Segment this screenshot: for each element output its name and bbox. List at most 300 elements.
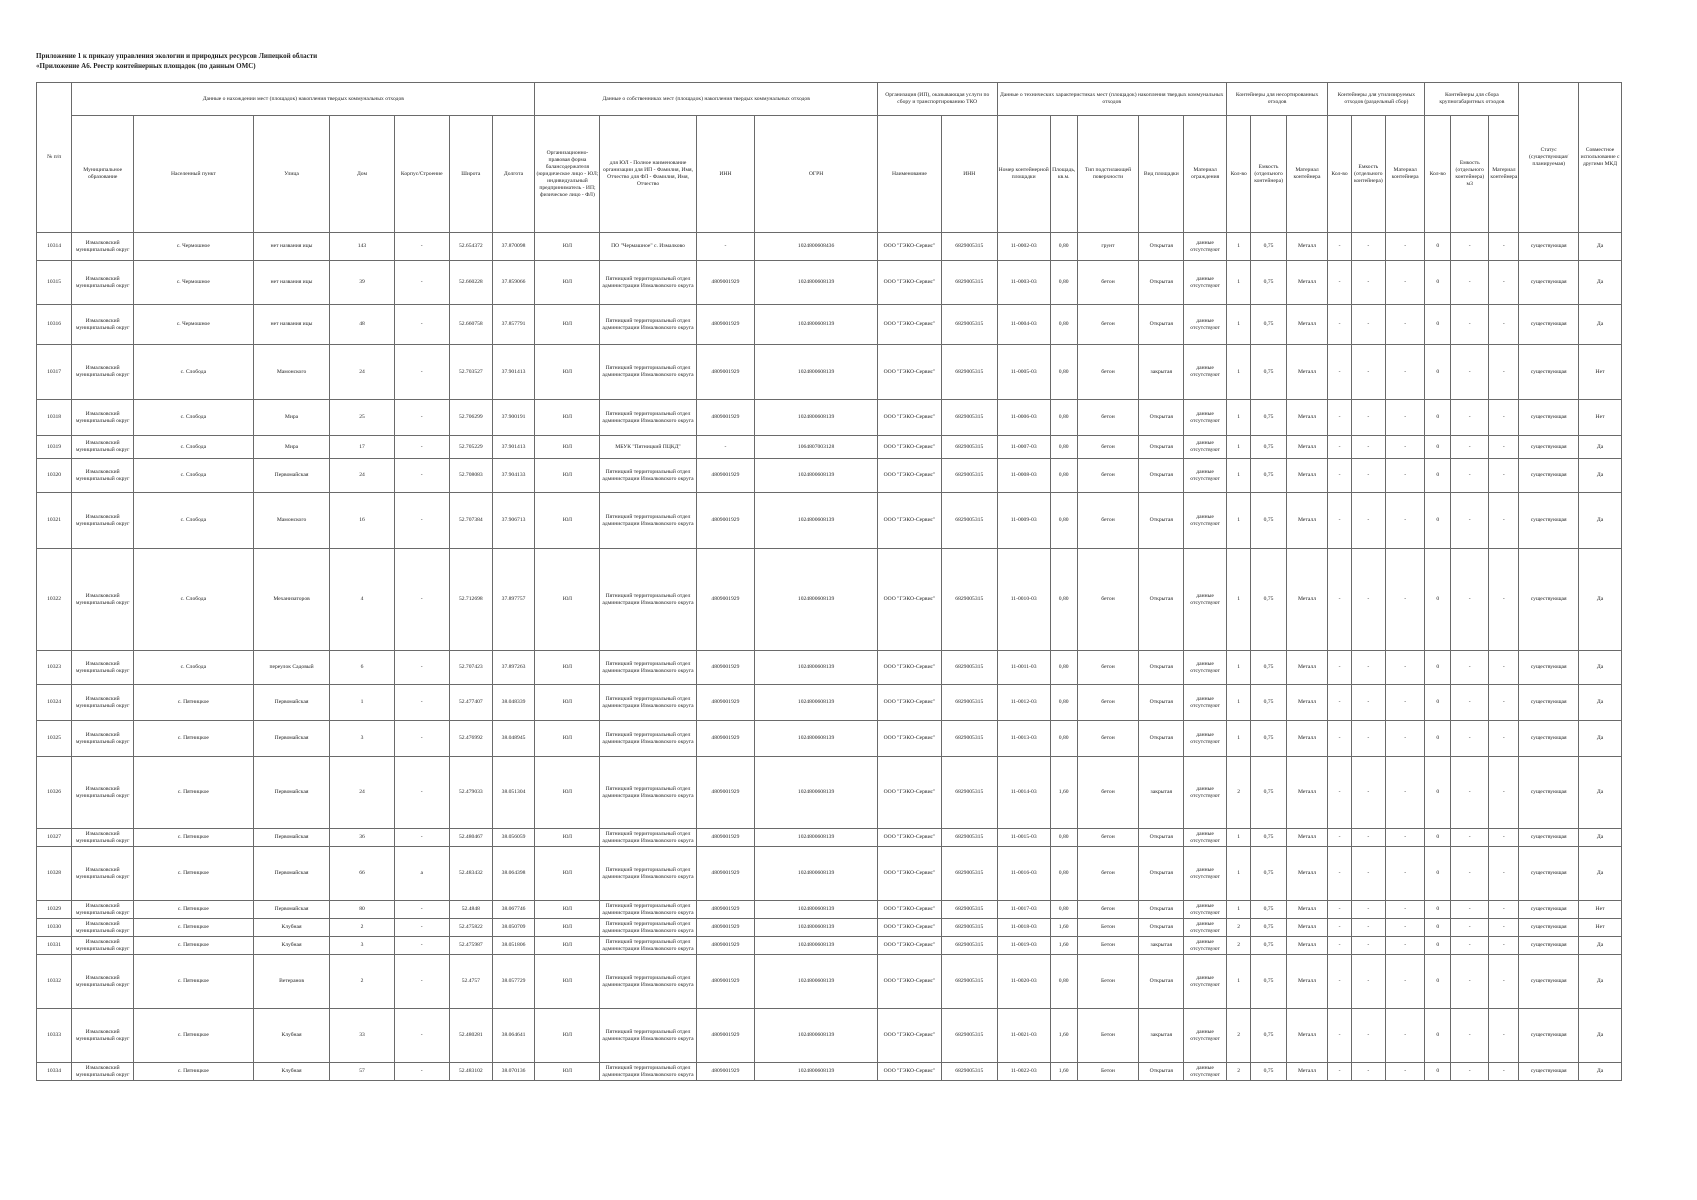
table-cell: 0,75 [1251, 305, 1286, 345]
table-cell: бетон [1077, 436, 1139, 459]
table-cell: - [1328, 829, 1351, 847]
table-cell: 6829005315 [942, 919, 998, 937]
table-cell: 38.067746 [492, 901, 535, 919]
table-cell: 6829005315 [942, 400, 998, 436]
table-cell: 0,75 [1251, 651, 1286, 685]
table-cell: - [1351, 721, 1385, 757]
table-row [37, 721, 1622, 757]
table-cell: 11-0008-03 [997, 459, 1050, 493]
col-header-bulky-capacity: Емкость (отдельного контейнера) м3 [1451, 116, 1489, 233]
table-cell: - [1451, 305, 1489, 345]
table-cell: 38.048945 [492, 721, 535, 757]
table-cell: Да [1579, 651, 1622, 685]
group-header-carrier: Организация (ИП), оказывающая услуги по сбору и транспортированию ТКО [877, 83, 997, 116]
table-cell: - [1351, 1009, 1385, 1063]
col-header-separate-capacity: Емкость (отдельного контейнера) [1351, 116, 1385, 233]
table-cell: 66 [330, 847, 394, 901]
table-cell: - [1351, 955, 1385, 1009]
table-cell: 4809001929 [696, 1063, 755, 1081]
table-cell: - [1328, 757, 1351, 829]
table-cell: 10327 [37, 829, 72, 847]
table-cell: 0 [1425, 233, 1451, 261]
table-row [37, 955, 1622, 1009]
table-cell: 52.479033 [449, 757, 492, 829]
table-cell: данные отсутствуют [1184, 955, 1227, 1009]
table-cell: с. Слобода [134, 493, 254, 549]
table-cell: 10317 [37, 345, 72, 400]
table-cell: ЮЛ [535, 345, 600, 400]
table-cell: - [1489, 847, 1519, 901]
table-cell: 52.707423 [449, 651, 492, 685]
table-cell: Да [1579, 459, 1622, 493]
table-cell: 6829005315 [942, 651, 998, 685]
table-cell: существующая [1519, 345, 1579, 400]
table-cell: - [1328, 493, 1351, 549]
table-cell: Да [1579, 549, 1622, 651]
table-cell: Бетон [1077, 1063, 1139, 1081]
table-cell: ЮЛ [535, 847, 600, 901]
table-cell: 0,75 [1251, 937, 1286, 955]
table-cell: - [1451, 549, 1489, 651]
table-cell: - [394, 459, 449, 493]
table-cell: Измалковский муниципальный округ [72, 436, 134, 459]
table-cell: бетон [1077, 685, 1139, 721]
header-line-1: Приложение 1 к приказу управления экологии и природных ресурсов Липецкой области [36, 52, 318, 60]
table-cell: 52.660758 [449, 305, 492, 345]
table-cell: с. Пятницкое [134, 685, 254, 721]
table-cell: 1 [1226, 955, 1251, 1009]
table-cell: - [1489, 459, 1519, 493]
table-cell: Мира [253, 436, 330, 459]
col-header-separate-material: Материал контейнера [1385, 116, 1425, 233]
table-cell: 11-0014-03 [997, 757, 1050, 829]
table-cell: - [1351, 345, 1385, 400]
table-cell: - [1351, 847, 1385, 901]
table-cell: с. Слобода [134, 549, 254, 651]
table-cell: 10319 [37, 436, 72, 459]
table-cell: существующая [1519, 436, 1579, 459]
table-cell: ООО "ГЭКО-Сервис" [877, 459, 941, 493]
table-cell: Да [1579, 436, 1622, 459]
table-cell: 4809001929 [696, 261, 755, 305]
table-cell: - [1328, 305, 1351, 345]
table-cell: 10320 [37, 459, 72, 493]
col-header-street: Улица [253, 116, 330, 233]
table-cell: Металл [1286, 685, 1328, 721]
table-cell: существующая [1519, 400, 1579, 436]
table-cell: 52.480467 [449, 829, 492, 847]
table-cell: существующая [1519, 721, 1579, 757]
table-cell: 0,75 [1251, 400, 1286, 436]
table-cell: 0 [1425, 651, 1451, 685]
table-cell: 0,75 [1251, 261, 1286, 305]
table-row [37, 651, 1622, 685]
table-cell: бетон [1077, 847, 1139, 901]
table-cell: 6829005315 [942, 493, 998, 549]
table-cell: 1 [330, 685, 394, 721]
table-cell: Металл [1286, 955, 1328, 1009]
table-cell: Да [1579, 955, 1622, 1009]
table-cell: - [1451, 261, 1489, 305]
table-cell: Открытая [1139, 493, 1184, 549]
table-cell: 24 [330, 345, 394, 400]
table-cell: 52.483102 [449, 1063, 492, 1081]
table-cell: 1 [1226, 345, 1251, 400]
table-cell: 11-0017-03 [997, 901, 1050, 919]
table-cell: ООО "ГЭКО-Сервис" [877, 436, 941, 459]
table-cell: ООО "ГЭКО-Сервис" [877, 1063, 941, 1081]
table-cell: 2 [1226, 1063, 1251, 1081]
table-cell: - [1351, 261, 1385, 305]
table-cell: - [394, 1009, 449, 1063]
table-cell: существующая [1519, 685, 1579, 721]
table-cell: 0,75 [1251, 721, 1286, 757]
table-cell: 0 [1425, 685, 1451, 721]
table-cell: ПО "Чермашное" с. Измалково [600, 233, 696, 261]
table-cell: 11-0007-03 [997, 436, 1050, 459]
table-cell: ЮЛ [535, 919, 600, 937]
header-column-row [37, 116, 1622, 233]
table-cell: ЮЛ [535, 305, 600, 345]
table-cell: Пятницкий территориальный отдел администрации Измалковского округа [600, 651, 696, 685]
table-cell: - [394, 919, 449, 937]
table-cell: 2 [330, 955, 394, 1009]
table-cell: 1 [1226, 549, 1251, 651]
table-cell: 1 [1226, 847, 1251, 901]
table-cell: 11-0020-03 [997, 955, 1050, 1009]
table-cell: 0,80 [1050, 400, 1077, 436]
table-cell: - [1385, 345, 1425, 400]
table-cell: Металл [1286, 847, 1328, 901]
col-header-bulky-material: Материал контейнера [1489, 116, 1519, 233]
table-cell: 1024800608139 [755, 847, 878, 901]
table-cell: 1024800608139 [755, 305, 878, 345]
table-cell: Металл [1286, 305, 1328, 345]
table-cell: Открытая [1139, 305, 1184, 345]
table-cell: ООО "ГЭКО-Сервис" [877, 345, 941, 400]
table-cell: ООО "ГЭКО-Сервис" [877, 400, 941, 436]
table-cell: Мамонского [253, 493, 330, 549]
table-cell: Клубная [253, 937, 330, 955]
table-cell: - [1451, 345, 1489, 400]
table-cell: 57 [330, 1063, 394, 1081]
table-cell: 6829005315 [942, 829, 998, 847]
table-cell: - [1351, 549, 1385, 651]
table-cell: 6829005315 [942, 233, 998, 261]
group-header-unsorted: Контейнеры для несортированных отходов [1226, 83, 1327, 116]
table-cell: 0,80 [1050, 261, 1077, 305]
table-cell: 52.480281 [449, 1009, 492, 1063]
table-cell: 11-0016-03 [997, 847, 1050, 901]
table-cell: ЮЛ [535, 685, 600, 721]
table-cell: Пятницкий территориальный отдел администрации Измалковского округа [600, 919, 696, 937]
table-cell: - [394, 261, 449, 305]
table-cell: 4809001929 [696, 919, 755, 937]
table-cell: 10315 [37, 261, 72, 305]
table-cell: 17 [330, 436, 394, 459]
table-cell: данные отсутствуют [1184, 937, 1227, 955]
table-cell: 1 [1226, 459, 1251, 493]
table-cell: 6829005315 [942, 305, 998, 345]
table-cell: Нет [1579, 345, 1622, 400]
table-cell: Открытая [1139, 919, 1184, 937]
table-cell: с. Пятницкое [134, 847, 254, 901]
table-cell: 4809001929 [696, 757, 755, 829]
table-cell: - [1385, 919, 1425, 937]
table-cell: - [1328, 721, 1351, 757]
table-cell: 0,80 [1050, 345, 1077, 400]
table-cell: ООО "ГЭКО-Сервис" [877, 847, 941, 901]
table-cell: - [1489, 233, 1519, 261]
col-header-separate-qty: Кол-во [1328, 116, 1351, 233]
col-header-carrier-name: Наименование [877, 116, 941, 233]
table-cell: бетон [1077, 721, 1139, 757]
table-cell: 11-0005-03 [997, 345, 1050, 400]
table-cell: 10329 [37, 901, 72, 919]
table-cell: Пятницкий территориальный отдел администрации Измалковского округа [600, 345, 696, 400]
table-cell: ООО "ГЭКО-Сервис" [877, 651, 941, 685]
table-cell: 3 [330, 721, 394, 757]
table-cell: 1024800608139 [755, 901, 878, 919]
table-cell: 1,60 [1050, 1009, 1077, 1063]
table-cell: - [1451, 400, 1489, 436]
table-cell: - [1351, 233, 1385, 261]
table-cell: 1,60 [1050, 937, 1077, 955]
table-cell: 38.070136 [492, 1063, 535, 1081]
table-cell: 4809001929 [696, 459, 755, 493]
table-row [37, 919, 1622, 937]
table-cell: - [1451, 651, 1489, 685]
table-cell: нет названия ицы [253, 305, 330, 345]
col-header-inn: ИНН [696, 116, 755, 233]
table-cell: Металл [1286, 757, 1328, 829]
table-cell: 52.708083 [449, 459, 492, 493]
table-cell: 10331 [37, 937, 72, 955]
table-cell: Измалковский муниципальный округ [72, 919, 134, 937]
table-cell: 38.050709 [492, 919, 535, 937]
table-cell: ЮЛ [535, 955, 600, 1009]
table-cell: 0 [1425, 1063, 1451, 1081]
table-cell: Да [1579, 305, 1622, 345]
table-cell: - [394, 651, 449, 685]
table-cell: 11-0011-03 [997, 651, 1050, 685]
table-cell: 0 [1425, 955, 1451, 1009]
table-cell: 143 [330, 233, 394, 261]
table-cell: Пятницкий территориальный отдел администрации Измалковского округа [600, 829, 696, 847]
table-cell: 0 [1425, 847, 1451, 901]
table-cell: - [1489, 400, 1519, 436]
table-cell: с. Пятницкое [134, 901, 254, 919]
table-cell: 1024800608139 [755, 400, 878, 436]
table-cell: Металл [1286, 1063, 1328, 1081]
table-cell: 2 [1226, 919, 1251, 937]
table-cell: данные отсутствуют [1184, 829, 1227, 847]
table-cell: существующая [1519, 757, 1579, 829]
table-cell: - [1351, 459, 1385, 493]
table-cell: 0,75 [1251, 345, 1286, 400]
table-cell: - [1328, 345, 1351, 400]
table-cell: - [1451, 955, 1489, 1009]
table-cell: ЮЛ [535, 261, 600, 305]
table-cell: Измалковский муниципальный округ [72, 549, 134, 651]
table-cell: Пятницкий территориальный отдел администрации Измалковского округа [600, 847, 696, 901]
table-cell: 36 [330, 829, 394, 847]
table-cell: 37.897263 [492, 651, 535, 685]
table-cell: 1 [1226, 261, 1251, 305]
table-cell: 0,75 [1251, 847, 1286, 901]
table-cell: Измалковский муниципальный округ [72, 721, 134, 757]
table-cell: Да [1579, 721, 1622, 757]
table-cell: 0 [1425, 901, 1451, 919]
table-cell: существующая [1519, 549, 1579, 651]
table-cell: - [1385, 721, 1425, 757]
table-cell: 4809001929 [696, 1009, 755, 1063]
table-cell: существующая [1519, 651, 1579, 685]
table-cell: ЮЛ [535, 436, 600, 459]
table-cell: нет названия ицы [253, 233, 330, 261]
table-row [37, 1009, 1622, 1063]
table-cell: МБУК "Пятницкий ПЦКД" [600, 436, 696, 459]
document-header [36, 51, 317, 71]
table-cell: Нет [1579, 400, 1622, 436]
table-cell: 24 [330, 459, 394, 493]
table-cell: ООО "ГЭКО-Сервис" [877, 757, 941, 829]
table-cell: существующая [1519, 1063, 1579, 1081]
table-cell: Открытая [1139, 261, 1184, 305]
table-cell: - [1385, 901, 1425, 919]
table-cell: Первомайская [253, 829, 330, 847]
table-header [37, 83, 1622, 233]
table-cell: 48 [330, 305, 394, 345]
table-cell: - [1451, 901, 1489, 919]
col-header-num: № п/п [37, 83, 72, 233]
col-header-building: Корпус/Строение [394, 116, 449, 233]
col-header-lat: Широта [449, 116, 492, 233]
table-cell: 11-0022-03 [997, 1063, 1050, 1081]
table-cell: 10322 [37, 549, 72, 651]
table-cell: 52.654372 [449, 233, 492, 261]
table-cell: 3 [330, 937, 394, 955]
table-cell: ЮЛ [535, 757, 600, 829]
table-cell: Мамонского [253, 345, 330, 400]
table-cell: Пятницкий территориальный отдел администрации Измалковского округа [600, 261, 696, 305]
table-cell: Открытая [1139, 549, 1184, 651]
table-cell: 1064807003128 [755, 436, 878, 459]
table-cell: 0 [1425, 919, 1451, 937]
table-cell: 4809001929 [696, 305, 755, 345]
table-cell: 1,60 [1050, 1063, 1077, 1081]
table-cell: 6829005315 [942, 261, 998, 305]
table-cell: Измалковский муниципальный округ [72, 493, 134, 549]
table-cell: - [1328, 261, 1351, 305]
table-cell: 0,75 [1251, 233, 1286, 261]
table-cell: 10326 [37, 757, 72, 829]
table-cell: данные отсутствуют [1184, 233, 1227, 261]
table-cell: Пятницкий территориальный отдел администрации Измалковского округа [600, 305, 696, 345]
table-cell: - [1351, 305, 1385, 345]
table-cell: Металл [1286, 651, 1328, 685]
table-cell: 1 [1226, 400, 1251, 436]
table-cell: - [1489, 1063, 1519, 1081]
table-cell: грунт [1077, 233, 1139, 261]
table-cell: - [1451, 459, 1489, 493]
table-cell: 4809001929 [696, 345, 755, 400]
table-cell: 0,75 [1251, 955, 1286, 1009]
table-cell: 0,75 [1251, 829, 1286, 847]
table-cell: 0,80 [1050, 549, 1077, 651]
table-cell: 1 [1226, 721, 1251, 757]
table-cell: 1024800608139 [755, 919, 878, 937]
table-cell: - [1328, 937, 1351, 955]
table-cell: - [1451, 685, 1489, 721]
table-cell: 10334 [37, 1063, 72, 1081]
table-cell: - [1489, 305, 1519, 345]
table-cell: ООО "ГЭКО-Сервис" [877, 305, 941, 345]
table-cell: - [1451, 919, 1489, 937]
table-cell: 4809001929 [696, 400, 755, 436]
table-cell: 80 [330, 901, 394, 919]
table-cell: 37.900191 [492, 400, 535, 436]
table-cell: - [1351, 757, 1385, 829]
table-cell: данные отсутствуют [1184, 549, 1227, 651]
table-cell: ЮЛ [535, 901, 600, 919]
table-cell: - [1451, 937, 1489, 955]
table-cell: Бетон [1077, 955, 1139, 1009]
table-cell: 11-0006-03 [997, 400, 1050, 436]
table-cell: данные отсутствуют [1184, 436, 1227, 459]
table-cell: - [1489, 1009, 1519, 1063]
table-cell: Да [1579, 829, 1622, 847]
table-cell: существующая [1519, 847, 1579, 901]
table-cell: - [1489, 919, 1519, 937]
table-cell: - [1489, 829, 1519, 847]
table-cell: - [394, 400, 449, 436]
table-cell: Металл [1286, 261, 1328, 305]
table-cell: - [1489, 937, 1519, 955]
table-cell: - [394, 901, 449, 919]
table-cell: данные отсутствуют [1184, 721, 1227, 757]
table-cell: ЮЛ [535, 493, 600, 549]
table-cell: - [1328, 1009, 1351, 1063]
table-cell: Пятницкий территориальный отдел администрации Измалковского округа [600, 400, 696, 436]
table-cell: 6829005315 [942, 955, 998, 1009]
table-cell: ЮЛ [535, 459, 600, 493]
table-cell: 11-0003-03 [997, 261, 1050, 305]
table-cell: 0,75 [1251, 1063, 1286, 1081]
table-cell: 33 [330, 1009, 394, 1063]
table-cell: 52.660228 [449, 261, 492, 305]
col-header-legal-form: Организационно-правовая форма балансодержателя (юридическое лицо - ЮЛ; индивидуальный предприниматель - ИП; физическое лицо - ФЛ) [535, 116, 600, 233]
table-cell: Измалковский муниципальный округ [72, 1063, 134, 1081]
table-cell: - [1385, 305, 1425, 345]
table-cell: Металл [1286, 549, 1328, 651]
table-cell: 0,75 [1251, 549, 1286, 651]
table-cell: 38.056059 [492, 829, 535, 847]
table-cell: с. Пятницкое [134, 1009, 254, 1063]
table-cell: - [1351, 400, 1385, 436]
table-cell: Металл [1286, 400, 1328, 436]
table-cell: бетон [1077, 400, 1139, 436]
table-cell: - [394, 493, 449, 549]
table-row [37, 400, 1622, 436]
table-cell: с. Слобода [134, 651, 254, 685]
table-cell: 0,75 [1251, 685, 1286, 721]
table-cell: 1 [1226, 901, 1251, 919]
table-cell: Да [1579, 261, 1622, 305]
table-cell: бетон [1077, 305, 1139, 345]
table-cell: - [1351, 937, 1385, 955]
col-header-site-type: Вид площадки [1139, 116, 1184, 233]
